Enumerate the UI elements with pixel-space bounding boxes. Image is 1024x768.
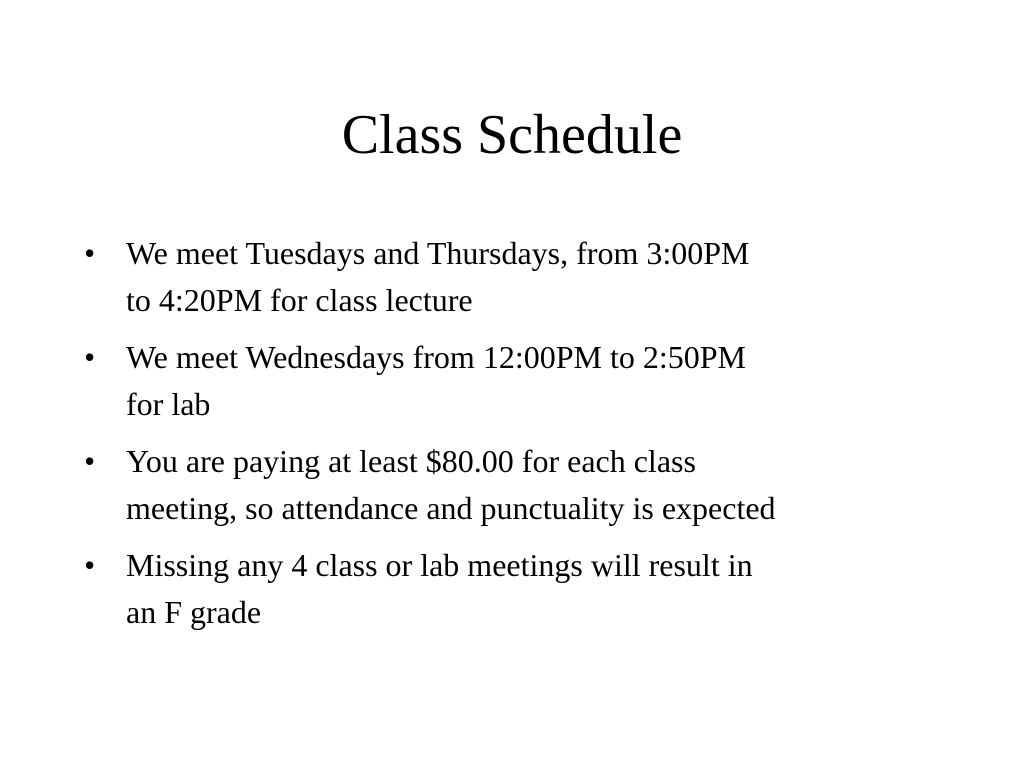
- bullet-text-line: You are paying at least $80.00 for each class: [126, 443, 696, 479]
- slide-title: Class Schedule: [341, 104, 683, 166]
- bullet-item-lab-schedule: [84, 334, 964, 428]
- bullet-icon: •: [84, 547, 96, 583]
- bullet-text-line: We meet Tuesdays and Thursdays, from 3:00PM: [126, 235, 750, 271]
- bullet-item-attendance: [84, 438, 964, 532]
- bullet-icon: •: [84, 443, 96, 479]
- bullet-text-line: an F grade: [126, 594, 262, 630]
- bullet-text-line: Missing any 4 class or lab meetings will result in: [126, 547, 753, 583]
- bullet-text-line: to 4:20PM for class lecture: [126, 282, 473, 318]
- bullet-icon: •: [84, 339, 96, 375]
- bullet-item-meeting-schedule: [84, 230, 964, 324]
- bullet-list: [84, 230, 964, 646]
- bullet-item-missing-meetings: [84, 542, 964, 636]
- bullet-text-line: meeting, so attendance and punctuality is expected: [126, 490, 776, 526]
- bullet-icon: •: [84, 235, 96, 271]
- bullet-text-line: for lab: [126, 386, 211, 422]
- bullet-text-line: We meet Wednesdays from 12:00PM to 2:50PM: [126, 339, 746, 375]
